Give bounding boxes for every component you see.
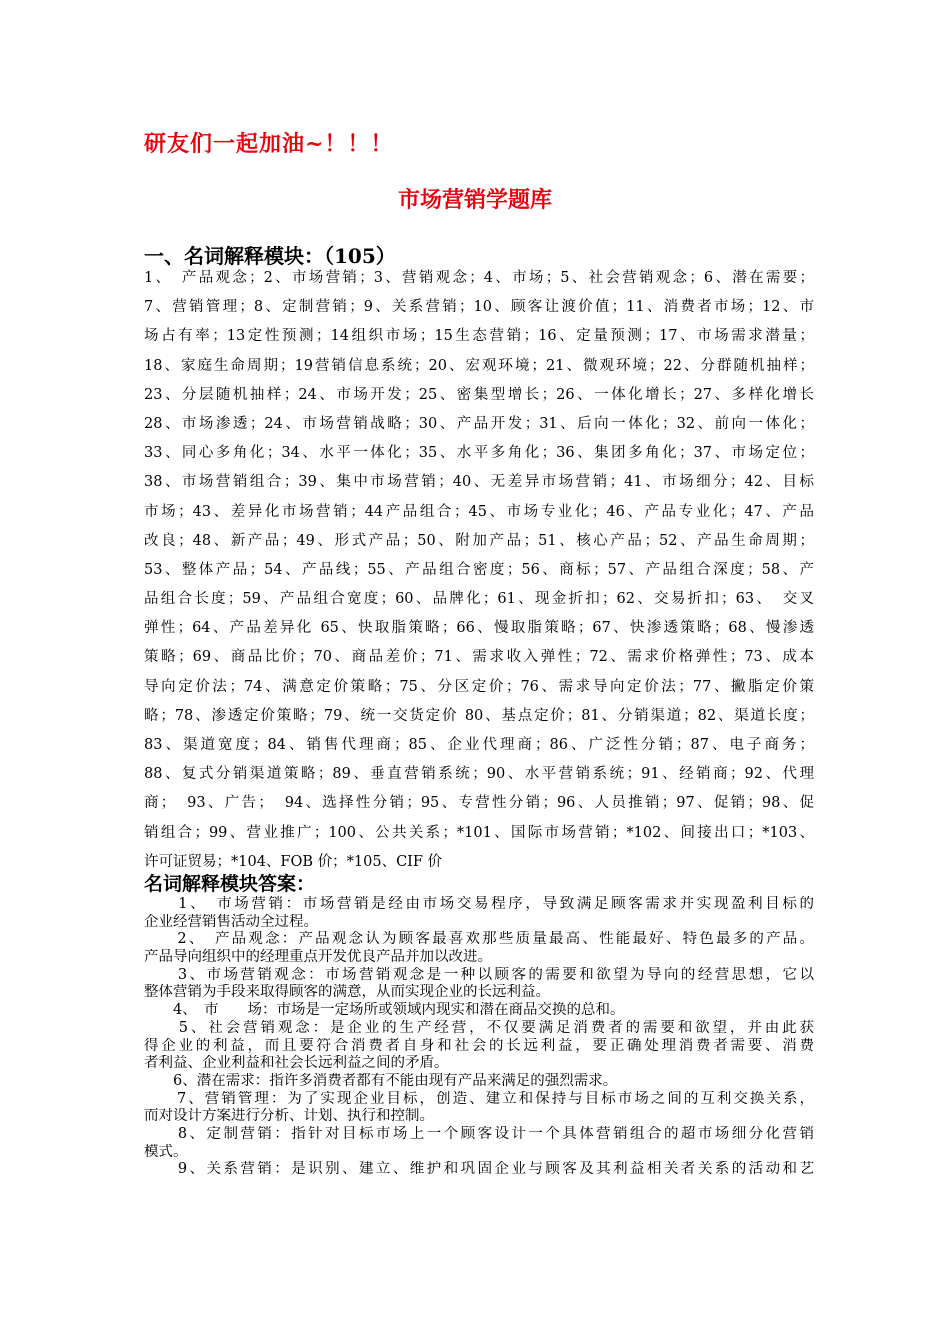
answer-line: 4、 市 场：市场是一定场所或领域内现实和潜在商品交换的总和。 — [144, 1002, 625, 1019]
answer-line: 而对设计方案进行分析、计划、执行和控制。 — [144, 1108, 434, 1125]
terms-line: 28、市场渗透；24、市场营销战略；30、产品开发；31、后向一体化；32、前向一体化； — [144, 415, 814, 432]
terms-line: 商； 93、广告； 94、选择性分销；95、专营性分销；96、人员推销；97、促销；98、促 — [144, 795, 814, 812]
terms-line: 略；78、渗透定价策略；79、统一交货定价 80、基点定价；81、分销渠道；82、渠道长度； — [144, 707, 814, 724]
answer-line: 2、 产品观念：产品观念认为顾客最喜欢那些质量最高、性能最好、特色最多的产品。 — [144, 931, 814, 948]
terms-line: 改良；48、新产品；49、形式产品；50、附加产品；51、核心产品；52、产品生命周期； — [144, 532, 814, 549]
answer-line: 产品导向组织中的经理重点开发优良产品并加以改进。 — [144, 949, 492, 966]
answer-line: 8、定制营销：指针对目标市场上一个顾客设计一个具体营销组合的超市场细分化营销 — [144, 1125, 814, 1142]
answers-text — [144, 896, 814, 1179]
answer-line: 7、营销管理：为了实现企业目标，创造、建立和保持与目标市场之间的互利交换关系， — [144, 1090, 814, 1107]
terms-line: 市场；43、差异化市场营销；44产品组合；45、市场专业化；46、产品专业化；47、产品 — [144, 503, 814, 520]
terms-line: 88、复式分销渠道策略；89、垂直营销系统；90、水平营销系统；91、经销商；92、代理 — [144, 766, 814, 783]
answer-line: 得企业的利益，而且要符合消费者自身和社会的长远利益，要正确处理消费者需要、消费 — [144, 1037, 814, 1054]
answer-line: 整体营销为手段来取得顾客的满意，从而实现企业的长远利益。 — [144, 984, 550, 1001]
terms-line: 53、整体产品；54、产品线；55、产品组合密度；56、商标；57、产品组合深度；58、产 — [144, 561, 814, 578]
terms-line: 策略；69、商品比价；70、商品差价；71、需求收入弹性；72、需求价格弹性；73、成本 — [144, 649, 814, 666]
answer-line: 模式。 — [144, 1143, 188, 1160]
terms-line: 18、家庭生命周期；19营销信息系统；20、宏观环境；21、微观环境；22、分群随机抽样； — [144, 357, 814, 374]
answer-line: 6、潜在需求：指许多消费者都有不能由现有产品来满足的强烈需求。 — [144, 1072, 618, 1089]
terms-line: 弹性；64、产品差异化 65、快取脂策略；66、慢取脂策略；67、快渗透策略；68、慢渗透 — [144, 620, 814, 637]
answer-line: 5、社会营销观念：是企业的生产经营，不仅要满足消费者的需要和欲望，并由此获 — [144, 1019, 814, 1036]
answer-line: 者利益、企业利益和社会长远利益之间的矛盾。 — [144, 1055, 449, 1072]
answer-line: 企业经营销售活动全过程。 — [144, 913, 318, 930]
terms-line: 品组合长度；59、产品组合宽度；60、品牌化；61、现金折扣；62、交易折扣；63、 交叉 — [144, 591, 814, 608]
terms-line: 23、分层随机抽样；24、市场开发；25、密集型增长；26、一体化增长；27、多样化增长 — [144, 386, 814, 403]
terms-line: 导向定价法；74、满意定价策略；75、分区定价；76、需求导向定价法；77、撇脂定价策 — [144, 678, 814, 695]
terms-line: 38、市场营销组合；39、集中市场营销；40、无差异市场营销；41、市场细分；42、目标 — [144, 474, 814, 491]
section-heading-answers: 名词解释模块答案： — [144, 873, 316, 895]
section-heading-terms: 一、名词解释模块：（105） — [144, 244, 396, 268]
terms-list — [144, 264, 814, 877]
terms-line: 1、 产品观念；2、市场营销；3、营销观念；4、市场；5、社会营销观念；6、潜在需要； — [144, 270, 814, 286]
terms-line: 许可证贸易；*104、FOB 价；*105、CIF 价 — [144, 853, 443, 870]
terms-line: 83、渠道宽度；84、销售代理商；85、企业代理商；86、广泛性分销；87、电子商务； — [144, 737, 814, 753]
answer-line: 9、关系营销：是识别、建立、维护和巩固企业与顾客及其利益相关者关系的活动和艺 — [144, 1161, 814, 1178]
answer-line: 1、 市场营销：市场营销是经由市场交易程序，导致满足顾客需求并实现盈利目标的 — [144, 896, 814, 912]
motto-text: 研友们一起加油~！！！ — [144, 131, 394, 157]
terms-line: 场占有率；13定性预测；14组织市场；15生态营销；16、定量预测；17、市场需求潜量； — [144, 328, 814, 345]
terms-line: 7、营销管理；8、定制营销；9、关系营销；10、顾客让渡价值；11、消费者市场；12、市 — [144, 299, 814, 316]
answer-line: 3、市场营销观念：市场营销观念是一种以顾客的需要和欲望为导向的经营思想，它以 — [144, 966, 814, 983]
page-title: 市场营销学题库 — [397, 187, 552, 213]
terms-line: 33、同心多角化；34、水平一体化；35、水平多角化；36、集团多角化；37、市场定位； — [144, 445, 814, 462]
terms-line: 销组合；99、营业推广；100、公共关系；*101、国际市场营销；*102、间接出口；*103、 — [144, 824, 814, 841]
